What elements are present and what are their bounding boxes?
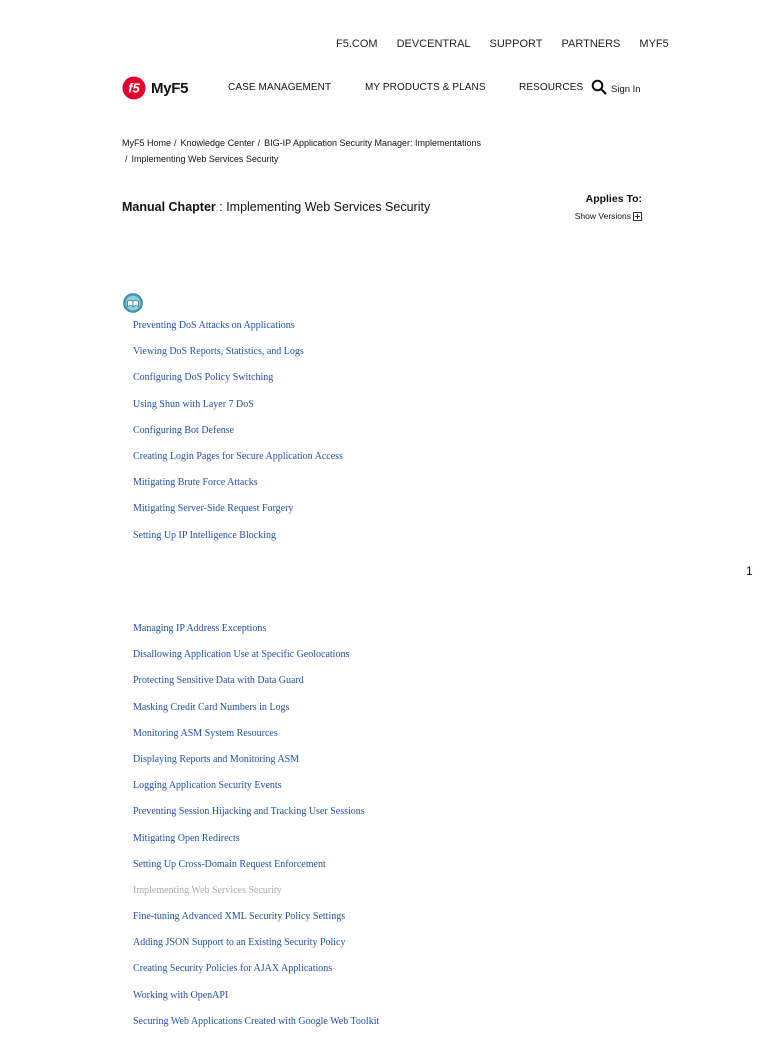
logo-text: MyF5 (151, 79, 189, 97)
toc-item (133, 622, 379, 648)
toc-item (133, 962, 379, 988)
toc-link[interactable]: Mitigating Brute Force Attacks (133, 477, 258, 489)
page-number: 1 (746, 564, 753, 578)
toc-item (133, 398, 343, 424)
toc-item (133, 805, 379, 831)
breadcrumb (122, 135, 522, 167)
toc-link[interactable]: Creating Security Policies for AJAX Applications (133, 963, 333, 975)
show-versions-label: Show Versions (574, 211, 631, 221)
toc-link[interactable]: Displaying Reports and Monitoring ASM (133, 753, 300, 765)
toc-link-current[interactable]: Implementing Web Services Security (133, 884, 282, 896)
page-title (122, 200, 430, 214)
breadcrumb-item-asm-implementations[interactable]: BIG-IP Application Security Manager: Implementations (264, 138, 482, 148)
toc-item (133, 450, 343, 476)
toc-item (133, 779, 379, 805)
toc-item (133, 319, 343, 345)
toc-item (133, 424, 343, 450)
nav-resources[interactable]: RESOURCES (519, 82, 584, 93)
toc-item (133, 1015, 379, 1041)
toc-item (133, 832, 379, 858)
top-utility-links (336, 38, 669, 50)
breadcrumb-separator: / (174, 138, 177, 148)
myf5-logo[interactable] (122, 76, 188, 100)
toc-link[interactable]: Mitigating Open Redirects (133, 832, 240, 844)
top-link-f5com[interactable]: F5.COM (336, 38, 378, 50)
breadcrumb-item-home[interactable]: MyF5 Home (122, 138, 172, 148)
toc-link[interactable]: Managing IP Address Exceptions (133, 623, 267, 634)
toc-link[interactable]: Masking Credit Card Numbers in Logs (133, 701, 290, 713)
book-icon[interactable] (123, 293, 143, 313)
breadcrumb-item-knowledge-center[interactable]: Knowledge Center (180, 138, 255, 148)
toc-item (133, 674, 379, 700)
toc-link[interactable]: Fine-tuning Advanced XML Security Policy Settings (133, 911, 346, 923)
page-title-text: Implementing Web Services Security (226, 200, 431, 214)
toc-link[interactable]: Setting Up Cross-Domain Request Enforcement (133, 858, 326, 870)
top-link-devcentral[interactable]: DEVCENTRAL (396, 38, 471, 50)
toc-link[interactable]: Configuring Bot Defense (133, 424, 235, 436)
search-icon[interactable] (591, 79, 607, 95)
toc-item (133, 529, 343, 555)
toc-item (133, 727, 379, 753)
toc-item (133, 476, 343, 502)
toc-link[interactable]: Disallowing Application Use at Specific Geolocations (133, 649, 350, 661)
expand-plus-icon[interactable] (633, 212, 642, 221)
toc-link[interactable]: Preventing Session Hijacking and Tracking User Sessions (133, 806, 365, 818)
toc-link[interactable]: Configuring DoS Policy Switching (133, 372, 274, 384)
toc-link[interactable]: Monitoring ASM System Resources (133, 727, 278, 739)
toc-link[interactable]: Viewing DoS Reports, Statistics, and Logs (133, 346, 304, 358)
toc-item (133, 936, 379, 962)
applies-to-panel (570, 193, 642, 221)
breadcrumb-separator: / (257, 138, 261, 148)
toc-item-current (133, 884, 379, 910)
toc-item (133, 371, 343, 397)
toc-item (133, 910, 379, 936)
toc-list-part1 (133, 319, 343, 555)
sign-in-link[interactable]: Sign In (611, 84, 641, 95)
toc-link[interactable]: Securing Web Applications Created with Google Web Toolkit (133, 1015, 380, 1027)
f5-logo-icon (122, 76, 146, 100)
top-link-partners[interactable]: PARTNERS (561, 38, 621, 50)
toc-item (133, 989, 379, 1015)
nav-my-products-plans[interactable]: MY PRODUCTS & PLANS (365, 82, 486, 93)
nav-case-management[interactable]: CASE MANAGEMENT (228, 82, 332, 93)
toc-item (133, 701, 379, 727)
show-versions-toggle[interactable] (570, 211, 642, 221)
breadcrumb-item-current: Implementing Web Services Security (131, 154, 279, 164)
toc-link[interactable]: Protecting Sensitive Data with Data Guard (133, 675, 304, 687)
page-title-prefix: Manual Chapter (122, 200, 216, 214)
breadcrumb-separator: / (125, 154, 128, 164)
top-link-support[interactable]: SUPPORT (489, 38, 543, 50)
toc-item (133, 502, 343, 528)
toc-link[interactable]: Working with OpenAPI (133, 989, 229, 1001)
toc-item (133, 345, 343, 371)
svg-text:f5: f5 (128, 80, 140, 96)
toc-item (133, 648, 379, 674)
applies-to-label: Applies To: (585, 193, 642, 205)
page-title-separator: : (215, 200, 227, 214)
toc-link[interactable]: Setting Up IP Intelligence Blocking (133, 529, 276, 541)
toc-link[interactable]: Preventing DoS Attacks on Applications (133, 320, 295, 331)
toc-link[interactable]: Creating Login Pages for Secure Application Access (133, 450, 343, 462)
toc-link[interactable]: Using Shun with Layer 7 DoS (133, 398, 254, 410)
toc-link[interactable]: Mitigating Server-Side Request Forgery (133, 503, 294, 515)
main-navbar (122, 76, 642, 100)
toc-list-part2 (133, 622, 379, 1041)
toc-link[interactable]: Logging Application Security Events (133, 780, 282, 792)
top-link-myf5[interactable]: MYF5 (639, 38, 669, 50)
toc-link[interactable]: Adding JSON Support to an Existing Security Policy (133, 937, 346, 949)
toc-item (133, 753, 379, 779)
toc-item (133, 858, 379, 884)
